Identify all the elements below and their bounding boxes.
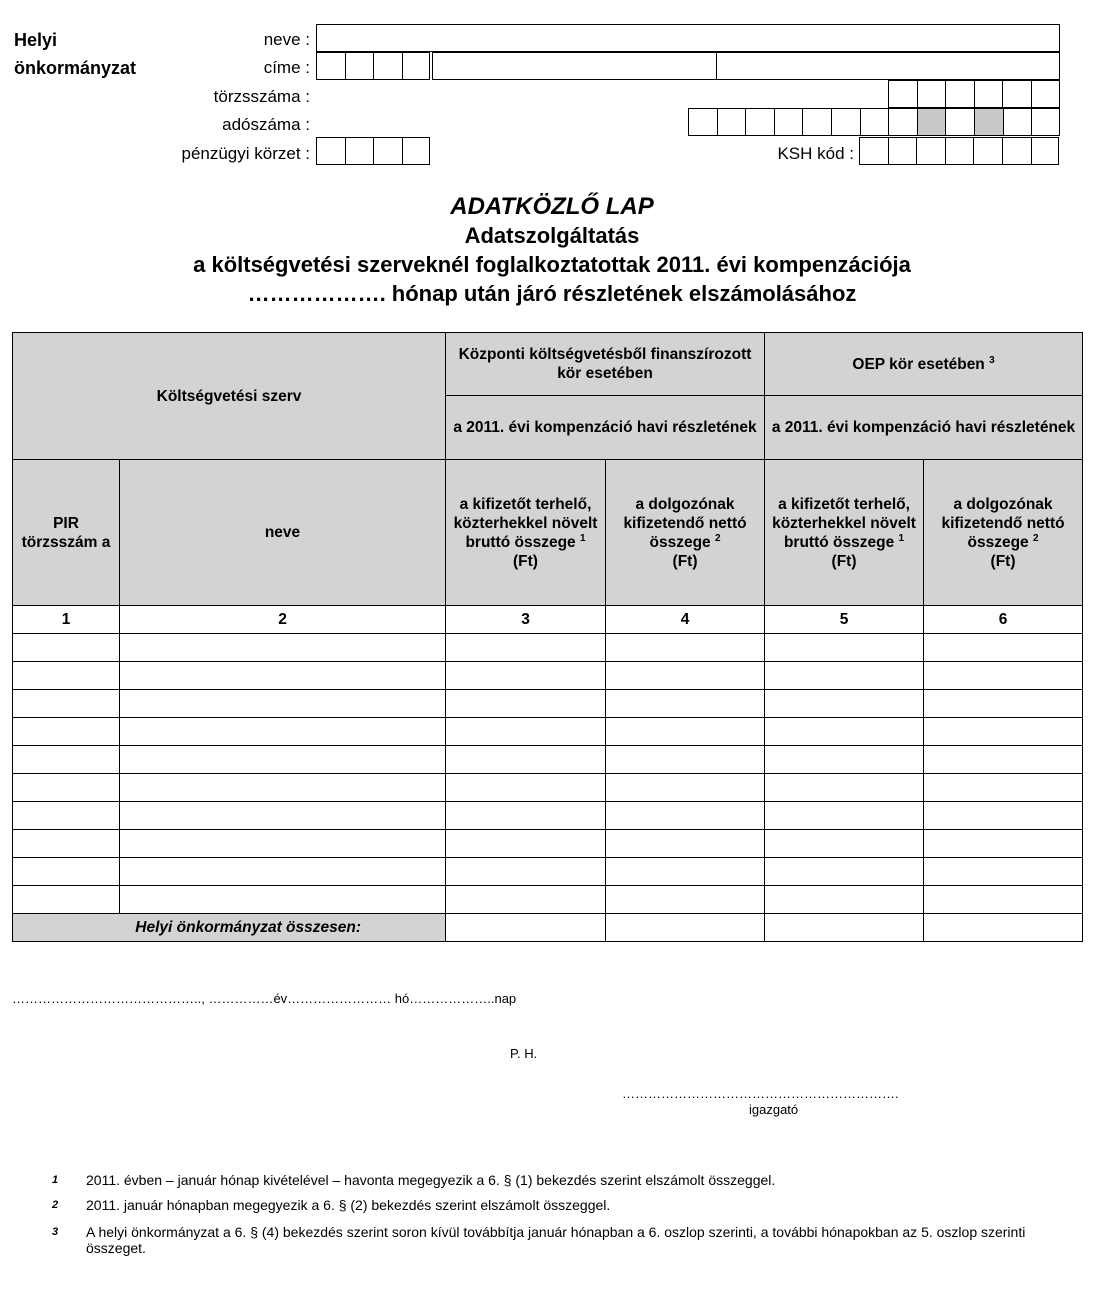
label-adoszama: adószáma : [222, 115, 310, 134]
table-row [13, 802, 1083, 830]
column-number-row [13, 606, 1083, 634]
header-oep: OEP kör esetében $^3$ [765, 333, 1083, 396]
main-table [12, 332, 1083, 942]
signature-title: igazgató [749, 1102, 799, 1117]
label-neve: neve : [263, 30, 310, 49]
date-line: …………………………………….., ……………év…………………… hó………………..nap [12, 991, 517, 1006]
header-left-line2: önkormányzat [14, 58, 137, 78]
header-left-line1: Helyi [14, 30, 58, 50]
total-col-6[interactable] [924, 914, 1083, 942]
col-num-2: 2 [120, 606, 446, 634]
form-subtitle: Adatszolgáltatás [464, 223, 640, 248]
header-neve: neve [120, 460, 446, 606]
table-row [13, 690, 1083, 718]
total-label: Helyi önkormányzat összesen: [13, 914, 446, 942]
label-ksh-kod: KSH kód : [777, 144, 854, 163]
header-kifizeto-kozponti: a kifizetőt terhelő, közterhekkel növelt bruttó összege $^1$ (Ft) [446, 460, 606, 606]
col-num-1: 1 [13, 606, 120, 634]
cime-street-field[interactable] [716, 52, 1060, 80]
total-col-3[interactable] [446, 914, 606, 942]
ksh-kod-cells[interactable] [859, 137, 1059, 165]
col-num-3: 3 [446, 606, 606, 634]
table-row [13, 634, 1083, 662]
table-row [13, 746, 1083, 774]
form-subtitle-line3: ………………. hónap után járó részletének elszámolásához [247, 281, 857, 306]
table-row [13, 830, 1083, 858]
cime-postcode-cells[interactable] [316, 52, 430, 80]
header-pir: PIR törzsszám a [13, 460, 120, 606]
penzugyi-korzet-cells[interactable] [316, 137, 430, 165]
table-row [13, 662, 1083, 690]
form-subtitle-line2: a költségvetési szerveknél foglalkoztatottak 2011. évi kompenzációja [193, 252, 911, 277]
total-row [13, 914, 1083, 942]
header-havi-reszlet-oep: a 2011. évi kompenzáció havi részletének [765, 396, 1083, 460]
table-row [13, 886, 1083, 914]
torzsszama-cells[interactable] [888, 80, 1060, 108]
adoszama-cells[interactable] [688, 108, 1060, 136]
col-num-5: 5 [765, 606, 924, 634]
table-row [13, 718, 1083, 746]
total-col-4[interactable] [606, 914, 765, 942]
header-havi-reszlet-kozponti: a 2011. évi kompenzáció havi részletének [446, 396, 765, 460]
col-num-4: 4 [606, 606, 765, 634]
label-torzsszama: törzsszáma : [213, 87, 310, 106]
form-title: ADATKÖZLŐ LAP [450, 193, 654, 220]
col-num-6: 6 [924, 606, 1083, 634]
header-dolgozo-oep: a dolgozónak kifizetendő nettó összege $^2$ (Ft) [924, 460, 1083, 606]
neve-field[interactable] [316, 24, 1060, 52]
header-kozponti: Központi költségvetésből finanszírozott kör esetében [446, 333, 765, 396]
label-penzugyi-korzet: pénzügyi körzet : [181, 144, 310, 163]
total-col-5[interactable] [765, 914, 924, 942]
label-cime: címe : [263, 58, 310, 77]
ph-label: P. H. [510, 1046, 538, 1061]
table-row [13, 774, 1083, 802]
signature-line: ………………………………………………………. [622, 1086, 899, 1101]
header-koltsegvetesi-szerv: Költségvetési szerv [13, 333, 446, 460]
cime-city-field[interactable] [432, 52, 718, 80]
header-dolgozo-kozponti: a dolgozónak kifizetendő nettó összege $^2$ (Ft) [606, 460, 765, 606]
header-kifizeto-oep: a kifizetőt terhelő, közterhekkel növelt bruttó összege $^1$ (Ft) [765, 460, 924, 606]
table-row [13, 858, 1083, 886]
